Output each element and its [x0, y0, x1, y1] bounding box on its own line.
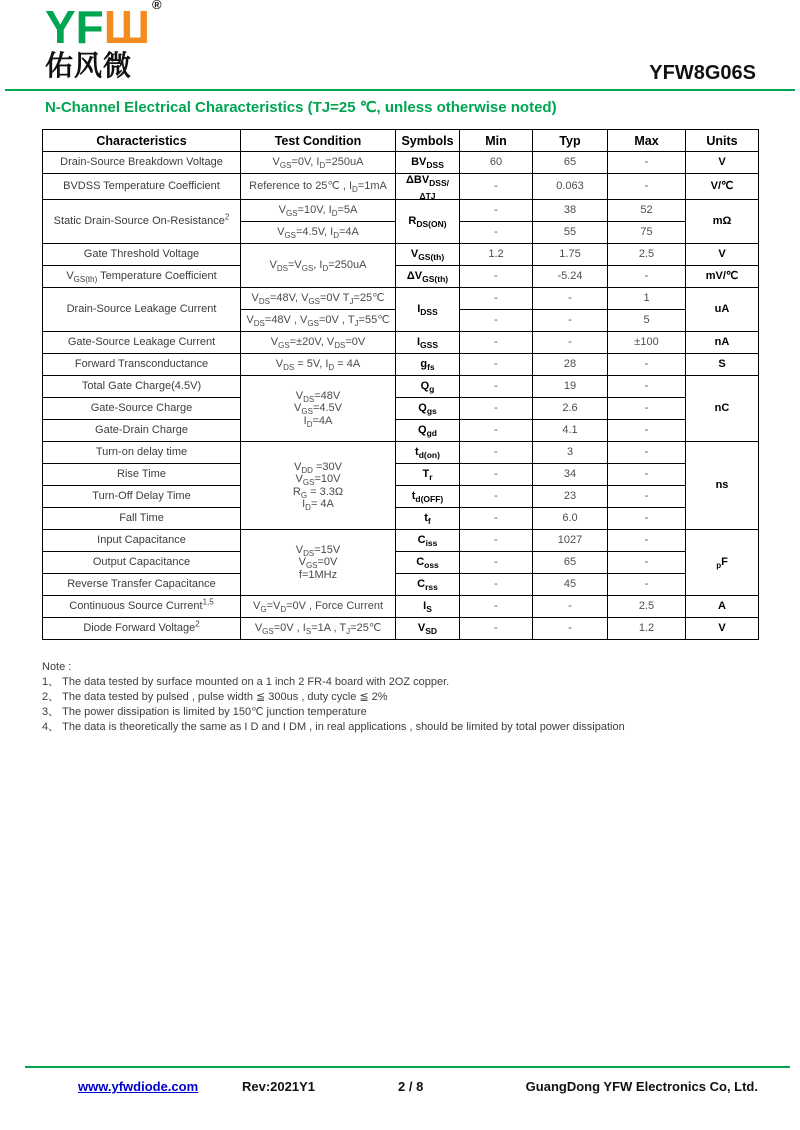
cell-min: -	[460, 200, 533, 222]
cell-characteristic: Rise Time	[43, 464, 241, 486]
cell-typ: 38	[533, 200, 608, 222]
cell-typ: 28	[533, 354, 608, 376]
cell-typ: -	[533, 310, 608, 332]
cell-typ: 55	[533, 222, 608, 244]
table-row	[43, 376, 759, 398]
cell-unit: nC	[686, 376, 759, 442]
cell-typ: 6.0	[533, 508, 608, 530]
cell-unit: V	[686, 244, 759, 266]
cell-condition: $V_{GS}=\pm 20V$, $V_{DS}=0V$	[241, 332, 396, 354]
company-name: GuangDong YFW Electronics Co, Ltd.	[525, 1079, 758, 1094]
cell-max: -	[608, 486, 686, 508]
table-row	[43, 174, 759, 200]
cell-characteristic: Total Gate Charge(4.5V)	[43, 376, 241, 398]
cell-unit: V	[686, 618, 759, 640]
cell-characteristic: Reverse Transfer Capacitance	[43, 574, 241, 596]
cell-min: -	[460, 310, 533, 332]
table-row	[43, 332, 759, 354]
cell-characteristic: Drain-Source Leakage Current	[43, 288, 241, 332]
table-row	[43, 152, 759, 174]
cell-max: 1.2	[608, 618, 686, 640]
table-row	[43, 420, 759, 442]
cell-unit: S	[686, 354, 759, 376]
col-header-characteristics: Characteristics	[43, 130, 241, 152]
note-item-2: 2、 The data tested by pulsed , pulse width ≦ 300us , duty cycle ≦ 2%	[42, 691, 388, 704]
cell-max: -	[608, 398, 686, 420]
cell-symbol: $C_{iss}$	[396, 530, 460, 552]
cell-symbol: $t_{d(on)}$	[396, 442, 460, 464]
cell-typ: 65	[533, 152, 608, 174]
cell-min: -	[460, 398, 533, 420]
table-row	[43, 464, 759, 486]
cell-min: 1.2	[460, 244, 533, 266]
cell-characteristic: Gate-Source Charge	[43, 398, 241, 420]
cell-max: -	[608, 354, 686, 376]
cell-typ: -	[533, 596, 608, 618]
cell-max: -	[608, 530, 686, 552]
header-divider	[5, 89, 795, 91]
table-row	[43, 244, 759, 266]
cell-typ: 4.1	[533, 420, 608, 442]
cell-max: -	[608, 464, 686, 486]
cell-condition: $V_{DS}=48V$ , $V_{GS}=0V$ , $T_J=55℃$	[241, 310, 396, 332]
cell-typ: -	[533, 332, 608, 354]
cell-characteristic: Forward Transconductance	[43, 354, 241, 376]
website-link[interactable]: www.yfwdiode.com	[78, 1079, 199, 1094]
cell-max: -	[608, 420, 686, 442]
table-row	[43, 508, 759, 530]
page-title: N-Channel Electrical Characteristics (TJ=25 ℃, unless otherwise noted)	[45, 99, 557, 116]
cell-symbol: $Q_g$	[396, 376, 460, 398]
cell-symbol: $V_{GS(th)}$	[396, 244, 460, 266]
cell-typ: -5.24	[533, 266, 608, 288]
cell-max: -	[608, 552, 686, 574]
table-row	[43, 486, 759, 508]
col-header-symbols: Symbols	[396, 130, 460, 152]
cell-unit: mV/℃	[686, 266, 759, 288]
revision-label: Rev:2021Y1	[242, 1079, 315, 1094]
cell-characteristic: Gate-Drain Charge	[43, 420, 241, 442]
cell-symbol: $t_f$	[396, 508, 460, 530]
cell-typ: 34	[533, 464, 608, 486]
cell-min: -	[460, 354, 533, 376]
table-row	[43, 618, 759, 640]
cell-symbol: $t_{d(OFF)}$	[396, 486, 460, 508]
cell-characteristic: Turn-on delay time	[43, 442, 241, 464]
cell-typ: 0.063	[533, 174, 608, 200]
cell-min: -	[460, 486, 533, 508]
cell-typ: 23	[533, 486, 608, 508]
cell-condition: $V_{GS}=0V$, $I_D=250uA$	[241, 152, 396, 174]
cell-max: -	[608, 442, 686, 464]
cell-symbol: $Q_{gd}$	[396, 420, 460, 442]
logo-chinese-name: 佑风微	[45, 50, 133, 81]
cell-min: -	[460, 266, 533, 288]
cell-symbol: $C_{oss}$	[396, 552, 460, 574]
table-row	[43, 288, 759, 310]
cell-min: 60	[460, 152, 533, 174]
col-header-units: Units	[686, 130, 759, 152]
electrical-characteristics-table	[42, 129, 759, 640]
col-header-typ: Typ	[533, 130, 608, 152]
cell-max: -	[608, 266, 686, 288]
note-item-4: 4、 The data is theoretically the same as I D and I DM , in real applications , should be limited by total power dissipation	[42, 721, 625, 734]
cell-symbol: $R_{DS(ON)}$	[396, 200, 460, 244]
cell-condition: $V_{DS}=15V$ $V_{GS}=0V$ f=1MHz	[241, 530, 396, 596]
cell-condition: $V_{DS}=48V$, $V_{GS}=0V$ $T_J=25℃$	[241, 288, 396, 310]
cell-min: -	[460, 222, 533, 244]
cell-min: -	[460, 174, 533, 200]
cell-max: 2.5	[608, 596, 686, 618]
cell-unit: uA	[686, 288, 759, 332]
cell-symbol: $Q_{gs}$	[396, 398, 460, 420]
table-row	[43, 200, 759, 222]
cell-symbol: $T_r$	[396, 464, 460, 486]
cell-unit: V/℃	[686, 174, 759, 200]
logo-text-orange: Ш	[103, 1, 151, 53]
cell-max: 52	[608, 200, 686, 222]
cell-max: 5	[608, 310, 686, 332]
cell-condition: $V_{DS} = 5V$, $I_D = 4A$	[241, 354, 396, 376]
cell-unit: mΩ	[686, 200, 759, 244]
cell-min: -	[460, 618, 533, 640]
cell-unit: V	[686, 152, 759, 174]
cell-characteristic: Static Drain-Source On-Resistance$^2$	[43, 200, 241, 244]
cell-min: -	[460, 332, 533, 354]
cell-condition: $V_{DD} =30V$ $V_{GS}=10V$ $R_G = 3.3\Omega$ $I_D= 4A$	[241, 442, 396, 530]
cell-max: 1	[608, 288, 686, 310]
cell-characteristic: Output Capacitance	[43, 552, 241, 574]
notes-section	[42, 660, 625, 735]
table-row	[43, 354, 759, 376]
cell-characteristic: BVDSS Temperature Coefficient	[43, 174, 241, 200]
cell-typ: 19	[533, 376, 608, 398]
table-row	[43, 442, 759, 464]
cell-condition: $V_{GS}=0V$ , $I_S=1A$ , $T_J=25℃$	[241, 618, 396, 640]
cell-characteristic: $V_{GS(th)}$ Temperature Coefficient	[43, 266, 241, 288]
note-item-3: 3、 The power dissipation is limited by 150℃ junction temperature	[42, 706, 367, 719]
table-row	[43, 552, 759, 574]
logo-text-green: YF	[45, 1, 104, 53]
cell-min: -	[460, 376, 533, 398]
cell-condition: $V_{DS}=48V$ $V_{GS}=4.5V$ $I_D=4A$	[241, 376, 396, 442]
table-row	[43, 266, 759, 288]
cell-condition: $V_{DS}=V_{GS}$, $I_D=250uA$	[241, 244, 396, 288]
registered-mark-icon: ®	[152, 0, 162, 12]
notes-label: Note :	[42, 661, 72, 673]
cell-min: -	[460, 464, 533, 486]
footer	[0, 1079, 800, 1099]
cell-symbol: $I_{GSS}$	[396, 332, 460, 354]
table-row	[43, 596, 759, 618]
cell-characteristic: Gate-Source Leakage Current	[43, 332, 241, 354]
cell-typ: 1027	[533, 530, 608, 552]
cell-symbol: $\Delta BV_{DSS/\Delta TJ}$	[396, 174, 460, 200]
cell-symbol: $BV_{DSS}$	[396, 152, 460, 174]
cell-typ: 65	[533, 552, 608, 574]
table-row	[43, 574, 759, 596]
cell-typ: 3	[533, 442, 608, 464]
cell-max: -	[608, 508, 686, 530]
cell-min: -	[460, 420, 533, 442]
cell-characteristic: Turn-Off Delay Time	[43, 486, 241, 508]
cell-min: -	[460, 530, 533, 552]
cell-unit: ns	[686, 442, 759, 530]
cell-symbol: $C_{rss}$	[396, 574, 460, 596]
cell-min: -	[460, 552, 533, 574]
cell-max: -	[608, 574, 686, 596]
cell-min: -	[460, 288, 533, 310]
cell-unit: A	[686, 596, 759, 618]
cell-min: -	[460, 442, 533, 464]
cell-min: -	[460, 596, 533, 618]
cell-unit: nA	[686, 332, 759, 354]
cell-symbol: $V_{SD}$	[396, 618, 460, 640]
table-row	[43, 530, 759, 552]
cell-characteristic: Input Capacitance	[43, 530, 241, 552]
cell-characteristic: Diode Forward Voltage$^2$	[43, 618, 241, 640]
col-header-test-condition: Test Condition	[241, 130, 396, 152]
cell-condition: Reference to 25℃ , $I_D=1mA$	[241, 174, 396, 200]
cell-typ: -	[533, 288, 608, 310]
cell-max: 2.5	[608, 244, 686, 266]
cell-min: -	[460, 574, 533, 596]
cell-max: -	[608, 152, 686, 174]
cell-typ: 2.6	[533, 398, 608, 420]
cell-symbol: $I_{DSS}$	[396, 288, 460, 332]
cell-characteristic: Continuous Source Current$^{1,5}$	[43, 596, 241, 618]
table-header-row	[43, 130, 759, 152]
cell-characteristic: Fall Time	[43, 508, 241, 530]
cell-condition: $V_{GS}=4.5V$, $I_D=4A$	[241, 222, 396, 244]
cell-characteristic: Gate Threshold Voltage	[43, 244, 241, 266]
cell-min: -	[460, 508, 533, 530]
page-number: 2 / 8	[398, 1079, 424, 1094]
col-header-min: Min	[460, 130, 533, 152]
cell-symbol: $g_{fs}$	[396, 354, 460, 376]
cell-typ: -	[533, 618, 608, 640]
cell-unit: $_p$F	[686, 530, 759, 596]
cell-characteristic: Drain-Source Breakdown Voltage	[43, 152, 241, 174]
cell-max: -	[608, 174, 686, 200]
cell-condition: $V_{GS}=10V$, $I_D=5A$	[241, 200, 396, 222]
cell-typ: 45	[533, 574, 608, 596]
cell-max: ±100	[608, 332, 686, 354]
col-header-max: Max	[608, 130, 686, 152]
cell-condition: $V_G=V_D=0V$ , Force Current	[241, 596, 396, 618]
cell-symbol: $I_S$	[396, 596, 460, 618]
table-row	[43, 398, 759, 420]
note-item-1: 1、 The data tested by surface mounted on a 1 inch 2 FR-4 board with 2OZ copper.	[42, 676, 450, 689]
company-logo	[45, 0, 162, 81]
cell-max: -	[608, 376, 686, 398]
cell-typ: 1.75	[533, 244, 608, 266]
cell-max: 75	[608, 222, 686, 244]
footer-divider	[25, 1066, 790, 1068]
part-number: YFW8G06S	[649, 62, 756, 84]
logo-wordmark	[45, 0, 162, 53]
cell-symbol: $\Delta V_{GS(th)}$	[396, 266, 460, 288]
